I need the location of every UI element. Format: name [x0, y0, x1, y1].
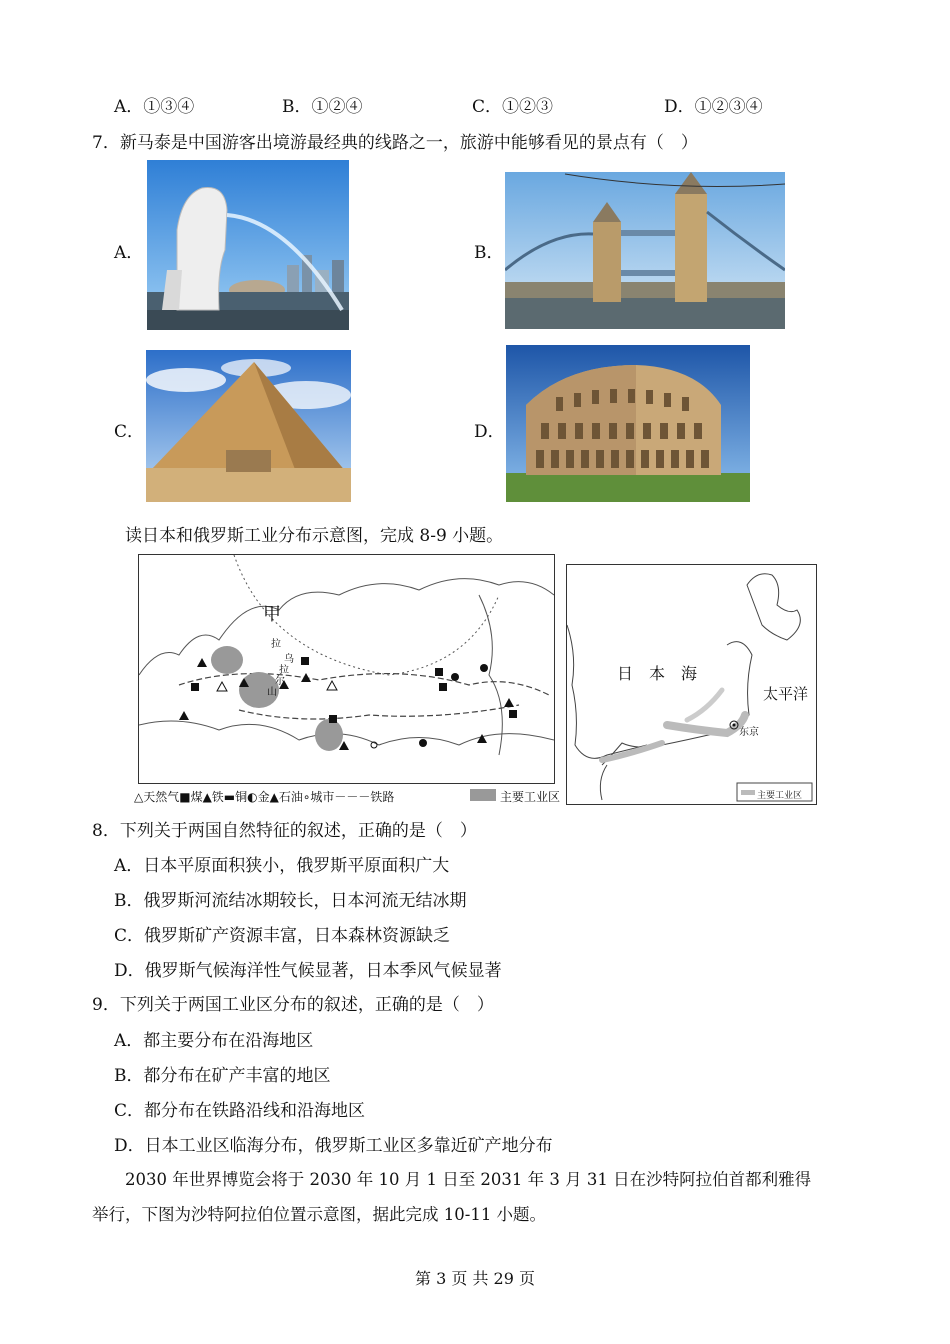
page-footer: 第 3 页 共 29 页 — [415, 1269, 535, 1288]
q7-label-c: C． — [114, 422, 145, 442]
tower-bridge-photo — [505, 172, 785, 329]
q9-stem: 9．下列关于两国工业区分布的叙述，正确的是（ ） — [92, 995, 494, 1015]
map-label-ural-4: 拉 — [271, 639, 281, 650]
colosseum-photo — [506, 345, 750, 502]
map-label-ural-1: 乌 — [284, 654, 294, 665]
q6-option-b: B．①②④ — [282, 97, 363, 117]
map-label-jia: 甲 — [263, 604, 281, 625]
q6-option-c: C．①②③ — [472, 97, 554, 117]
q9-option-a: A．都主要分布在沿海地区 — [114, 1031, 314, 1051]
industrial-zone-swatch — [470, 789, 496, 801]
map-label-ural-2: 拉 — [279, 665, 289, 676]
q7-stem: 7．新马泰是中国游客出境游最经典的线路之一，旅游中能够看见的景点有（ ） — [92, 133, 698, 153]
q8-option-c: C．俄罗斯矿产资源丰富，日本森林资源缺乏 — [114, 926, 451, 946]
intro-8-9: 读日本和俄罗斯工业分布示意图，完成 8-9 小题。 — [125, 526, 504, 546]
sea-of-japan-label: 日 本 海 — [617, 664, 698, 683]
q7-label-a: A． — [114, 243, 144, 263]
q9-option-d: D．日本工业区临海分布，俄罗斯工业区多靠近矿产地分布 — [114, 1136, 553, 1156]
q7-label-b: B． — [474, 243, 504, 263]
q8-stem: 8．下列关于两国自然特征的叙述，正确的是（ ） — [92, 821, 477, 841]
q9-option-b: B．都分布在矿产丰富的地区 — [114, 1066, 331, 1086]
q8-option-d: D．俄罗斯气候海洋性气候显著，日本季风气候显著 — [114, 961, 502, 981]
map-label-ural-5: 山 — [267, 687, 277, 698]
map-label-ural-3: 尔 — [275, 676, 285, 687]
merlion-photo — [147, 160, 349, 330]
intro-10-11-line2: 举行，下图为沙特阿拉伯位置示意图，据此完成 10-11 小题。 — [92, 1205, 547, 1224]
russia-map-legend-zone: 主要工业区 — [500, 790, 561, 804]
intro-10-11-line1: 2030 年世界博览会将于 2030 年 10 月 1 日至 2031 年 3 月 31 日在沙特阿拉伯首都利雅得 — [125, 1170, 812, 1189]
japan-industry-map — [566, 564, 817, 805]
pacific-label: 太平洋 — [763, 685, 809, 703]
q6-option-a: A．①③④ — [114, 97, 195, 117]
q9-option-c: C．都分布在铁路沿线和沿海地区 — [114, 1101, 366, 1121]
q8-option-a: A．日本平原面积狭小，俄罗斯平原面积广大 — [114, 856, 450, 876]
q7-label-d: D． — [474, 422, 505, 442]
japan-map-legend: 主要工业区 — [757, 791, 803, 801]
russia-industry-map — [138, 554, 555, 784]
pyramid-photo — [146, 350, 351, 502]
q6-option-d: D．①②③④ — [664, 97, 763, 117]
tokyo-label: 东京 — [739, 727, 759, 738]
russia-map-legend: △天然气■煤▲铁▬铜◐金▲石油∘城市－－－铁路 — [134, 790, 395, 804]
q8-option-b: B．俄罗斯河流结冰期较长，日本河流无结冰期 — [114, 891, 467, 911]
